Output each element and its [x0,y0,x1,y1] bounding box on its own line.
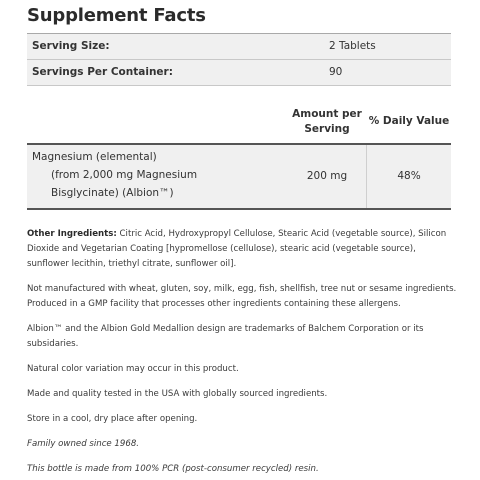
family-owned-note [27,437,457,452]
trademark-statement: Albion™ and the Albion Gold Medallion design are trademarks of Balchem Corporation or its subsidaries. [27,324,424,349]
family-owned-text: Family owned since 1968. [27,439,140,449]
nutrient-table-header [27,105,451,145]
made-in-usa-note: Made and quality tested in the USA with globally sourced ingredients. [27,389,328,399]
nutrient-row [27,145,451,210]
servings-per-container-label: Servings Per Container: [32,66,173,78]
nutrient-name-line2: (from 2,000 mg Magnesium [51,169,198,181]
serving-info-table [27,33,451,86]
nutrient-daily-value: 48% [397,170,421,182]
color-variation-note: Natural color variation may occur in this product. [27,364,239,374]
other-ingredients-label: Other Ingredients: [27,229,117,239]
storage-note: Store in a cool, dry place after opening. [27,414,198,424]
servings-per-container-row [27,60,451,86]
allergen-statement: Not manufactured with wheat, gluten, soy, milk, egg, fish, shellfish, tree nut or sesame ingredients. Produced in a GMP facility that processes other ingredients containing these allergens. [27,284,457,309]
serving-size-row [27,34,451,60]
amount-per-serving-header [287,107,367,137]
nutrient-name-line1: Magnesium (elemental) [32,151,157,163]
servings-per-container-value: 90 [329,66,343,78]
bottle-text: This bottle is made from 100% PCR (post-consumer recycled) resin. [27,464,319,474]
page-title: Supplement Facts [27,5,206,26]
bottle-note [27,462,457,477]
nutrient-name-line3: Bisglycinate) (Albion™) [51,187,174,199]
serving-size-value: 2 Tablets [329,40,376,52]
daily-value-header: % Daily Value [368,115,450,127]
product-notes [27,227,457,480]
amount-header-line1: Amount per [292,108,362,120]
amount-header-line2: Serving [304,123,350,135]
serving-size-label: Serving Size: [32,40,110,52]
other-ingredients [27,227,457,272]
nutrient-amount: 200 mg [306,170,348,182]
other-ingredients-text: Citric Acid, Hydroxypropyl Cellulose, Stearic Acid (vegetable source), Silicon Dioxide and Vegetarian Coating [hypromellose (cellulose), stearic acid (vegetable source), sunflower lecithin, triethyl citrate, sunflower oil]. [27,229,447,269]
